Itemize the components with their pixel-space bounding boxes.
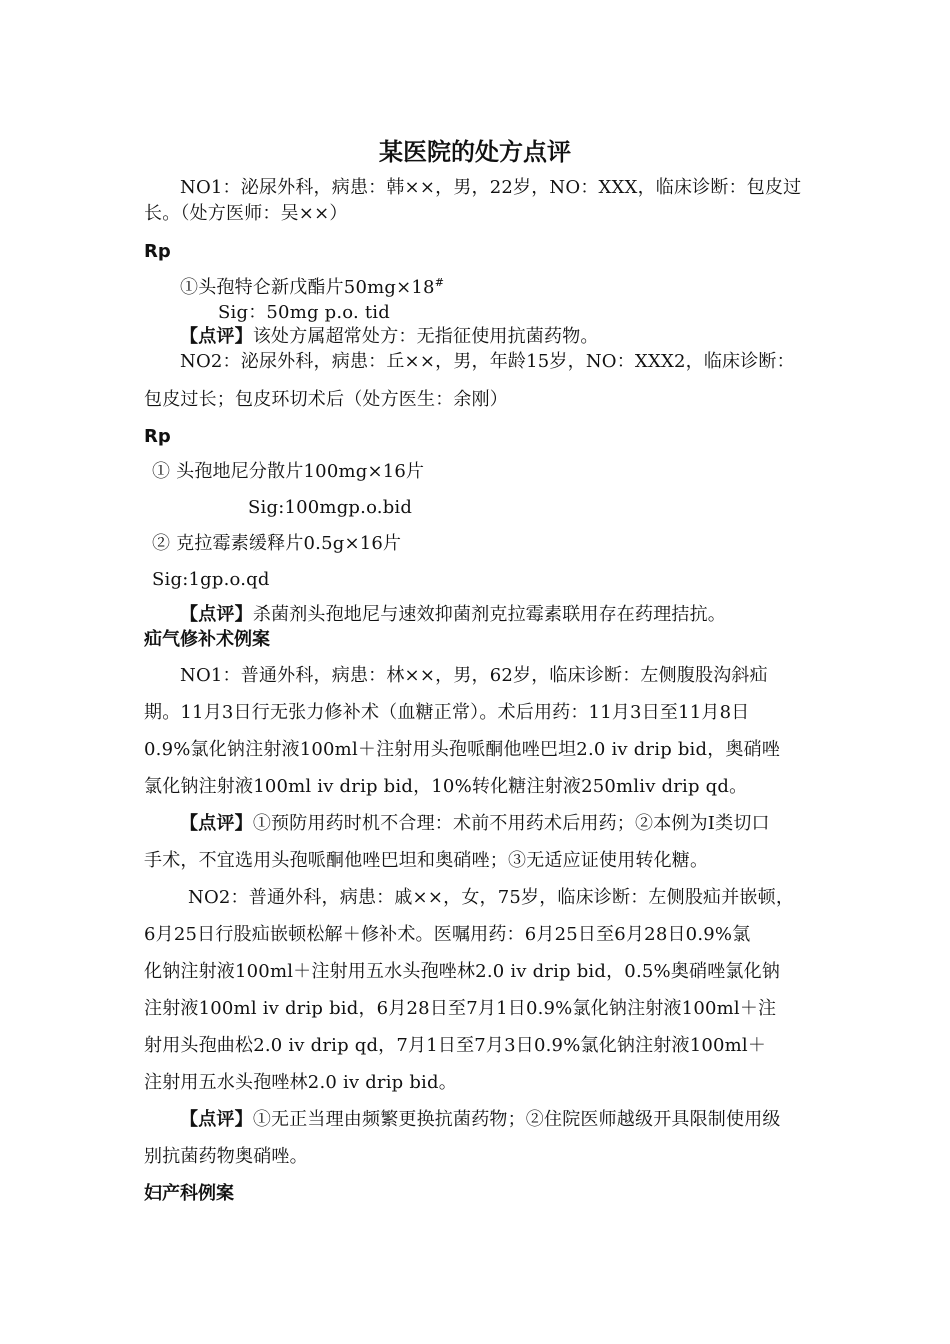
case1-header-line2: 长。（处方医师：吴××） [144, 203, 348, 224]
case2-sig2: Sig:1gp.o.qd [152, 569, 270, 590]
case2-header-line2: 包皮过长；包皮环切术后（处方医生：余刚） [144, 389, 508, 410]
hernia-case1-line4: 氯化钠注射液100ml iv drip bid，10%转化糖注射液250mliv drip qd。 [144, 776, 748, 797]
case1-sig1: Sig：50mg p.o. tid [218, 302, 390, 323]
hernia-case2-line2: 6月25日行股疝嵌顿松解＋修补术。医嘱用药：6月25日至6月28日0.9%氯 [144, 924, 751, 945]
case1-drug1 [180, 276, 444, 300]
case1-drug1-sup: # [434, 276, 445, 289]
hernia-case1-review-line2: 手术，不宜选用头孢哌酮他唑巴坦和奥硝唑；③无适应证使用转化糖。 [144, 850, 709, 871]
section-heading-hernia: 疝气修补术例案 [144, 629, 270, 650]
case1-rp-label: Rp [144, 241, 171, 262]
case1-review-text: 该处方属超常处方：无指征使用抗菌药物。 [252, 326, 599, 347]
case1-review [180, 325, 599, 349]
hernia-case1-line3: 0.9%氯化钠注射液100ml＋注射用头孢哌酮他唑巴坦2.0 iv drip bid，奥硝唑 [144, 739, 781, 760]
case1-review-label: 【点评】 [180, 326, 253, 347]
hernia-case2-review-line2: 别抗菌药物奥硝唑。 [144, 1146, 308, 1167]
hernia-case2-line3: 化钠注射液100ml＋注射用五水头孢唑林2.0 iv drip bid，0.5%奥硝唑氯化钠 [144, 961, 781, 982]
hernia-case1-line1: NO1：普通外科，病患：林××，男，62岁，临床诊断：左侧腹股沟斜疝 [180, 665, 768, 686]
hernia-case2-line5: 射用头孢曲松2.0 iv drip qd，7月1日至7月3日0.9%氯化钠注射液100ml＋ [144, 1035, 767, 1056]
case2-drug1: ① 头孢地尼分散片100mg×16片 [152, 461, 425, 482]
hernia-case1-review-label: 【点评】 [180, 813, 253, 834]
hernia-case1-review-line1 [180, 812, 770, 836]
case2-drug2: ② 克拉霉素缓释片0.5g×16片 [152, 533, 402, 554]
hernia-case2-line6: 注射用五水头孢唑林2.0 iv drip bid。 [144, 1072, 457, 1093]
page-title: 某医院的处方点评 [379, 138, 571, 166]
case2-rp-label: Rp [144, 426, 171, 447]
hernia-case2-line4: 注射液100ml iv drip bid，6月28日至7月1日0.9%氯化钠注射液100ml＋注 [144, 998, 777, 1019]
hernia-case1-line2: 期。11月3日行无张力修补术（血糖正常）。术后用药：11月3日至11月8日 [144, 702, 750, 723]
case1-drug1-text: ①头孢特仑新戊酯片50mg×18 [180, 277, 435, 298]
case2-review-label: 【点评】 [180, 604, 253, 625]
case2-header-line1: NO2：泌尿外科，病患：丘××，男，年龄15岁，NO：XXX2，临床诊断： [180, 351, 795, 372]
hernia-case2-review-label: 【点评】 [180, 1109, 253, 1130]
hernia-case2-review-text1: ①无正当理由频繁更换抗菌药物；②住院医师越级开具限制使用级 [252, 1109, 781, 1130]
section-heading-obgyn: 妇产科例案 [144, 1183, 234, 1204]
case1-header-line1: NO1：泌尿外科，病患：韩××，男，22岁，NO：XXX，临床诊断：包皮过 [180, 177, 802, 198]
hernia-case2-line1: NO2：普通外科，病患：戚××，女，75岁，临床诊断：左侧股疝并嵌顿， [188, 887, 795, 908]
case2-sig1: Sig:100mgp.o.bid [248, 497, 413, 518]
hernia-case2-review-line1 [180, 1108, 781, 1132]
case2-review-text: 杀菌剂头孢地尼与速效抑菌剂克拉霉素联用存在药理拮抗。 [252, 604, 727, 625]
hernia-case1-review-text1: ①预防用药时机不合理：术前不用药术后用药；②本例为Ⅰ类切口 [252, 813, 770, 834]
case2-review [180, 603, 726, 627]
